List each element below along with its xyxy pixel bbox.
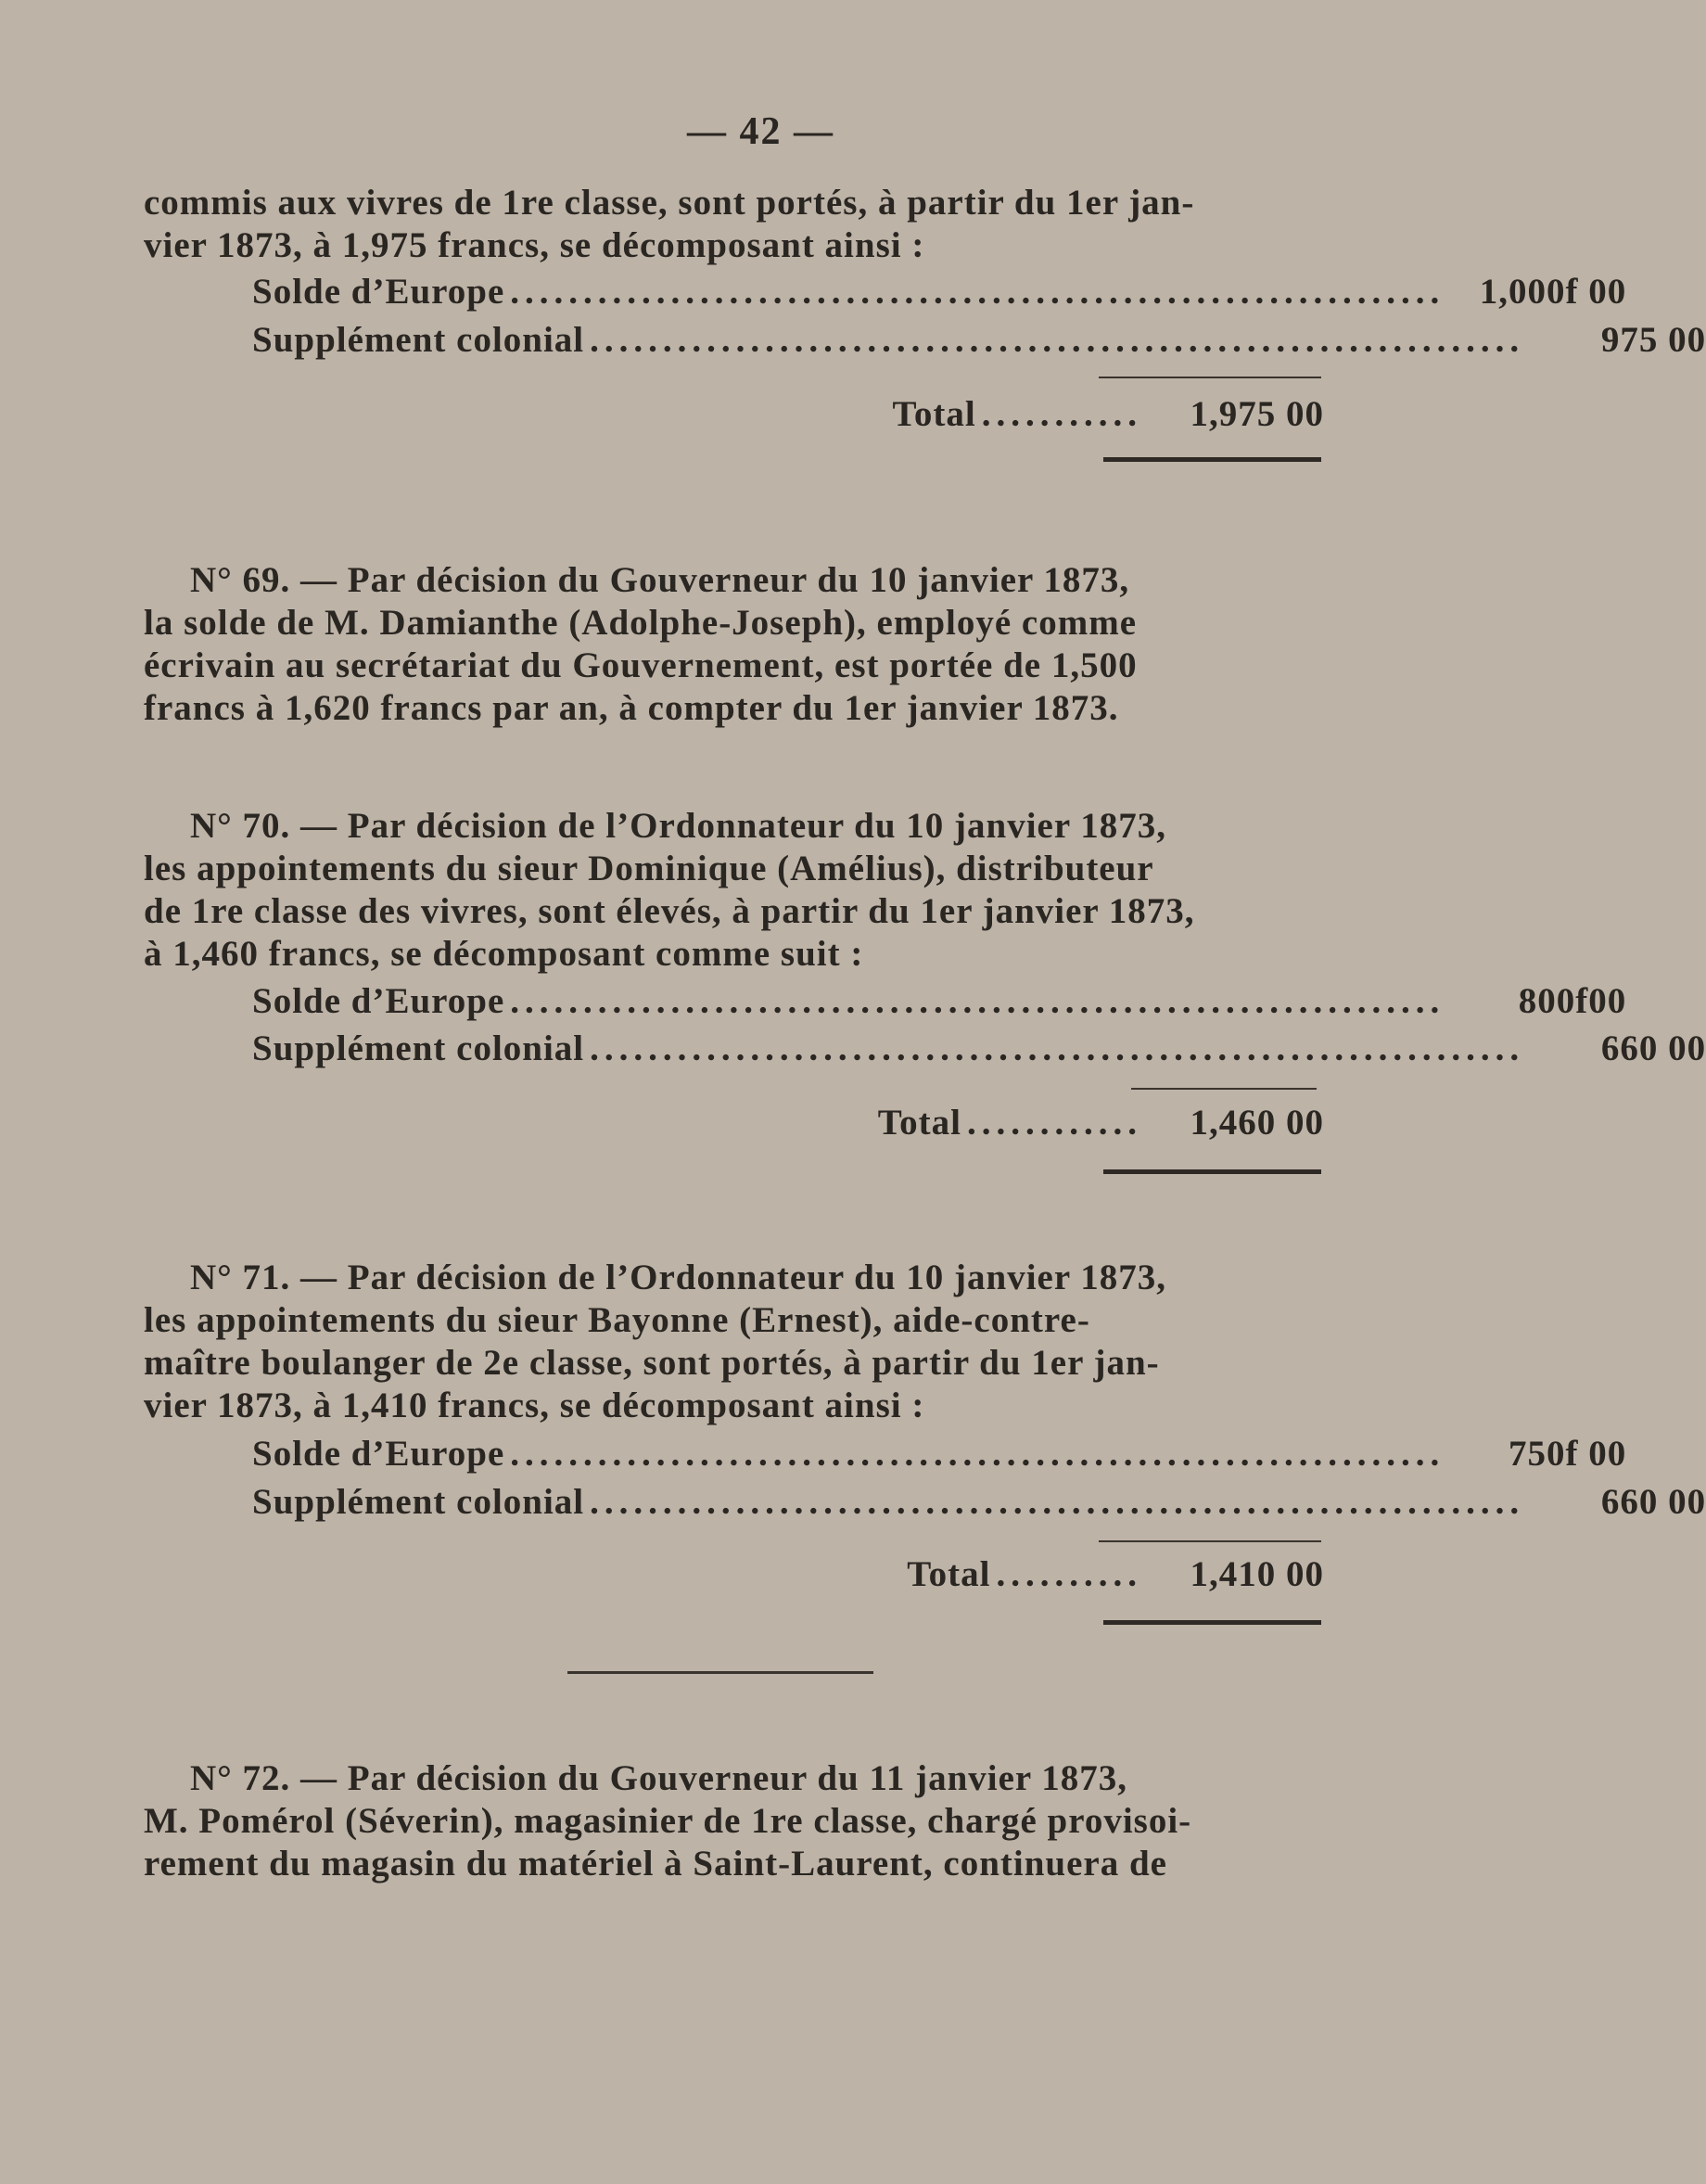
row-label: Supplément colonial xyxy=(252,1482,585,1522)
total-amount: 1,410 00 xyxy=(1190,1554,1324,1594)
pay-row-supplement xyxy=(252,319,1706,364)
text-line: à 1,460 francs, se décomposant comme suit : xyxy=(144,934,864,974)
row-label: Solde d’Europe xyxy=(252,981,505,1021)
page-number: — 42 — xyxy=(687,110,834,153)
paragraph-no-71 xyxy=(144,1257,1323,1427)
paragraph-no-69 xyxy=(144,559,1323,730)
dot-leader: ........... xyxy=(981,394,1142,434)
paragraph-continuation xyxy=(144,182,1323,267)
row-amount: 1,000f 00 xyxy=(1479,272,1627,312)
text-line: N° 70. — Par décision de l’Ordonnateur du 10 janvier 1873, xyxy=(190,806,1166,846)
pay-row-supplement xyxy=(252,1481,1706,1526)
text-line: les appointements du sieur Dominique (Amélius), distributeur xyxy=(144,849,1154,888)
pay-row-total xyxy=(252,1102,1324,1146)
row-amount: 660 00 xyxy=(1600,1482,1706,1522)
text-line: M. Pomérol (Séverin), magasinier de 1re classe, chargé provisoi- xyxy=(144,1801,1192,1841)
text-line: les appointements du sieur Bayonne (Ernest), aide-contre- xyxy=(144,1300,1090,1340)
row-amount: 800f00 xyxy=(1518,981,1627,1021)
row-amount: 975 00 xyxy=(1600,320,1706,360)
text-line: N° 71. — Par décision de l’Ordonnateur du 10 janvier 1873, xyxy=(190,1258,1166,1297)
sum-rule xyxy=(1099,1540,1321,1542)
pay-row-solde xyxy=(252,271,1627,315)
text-line: maître boulanger de 2e classe, sont portés, à partir du 1er jan- xyxy=(144,1343,1160,1383)
pay-row-solde xyxy=(252,1433,1627,1477)
dot-leader: .......... xyxy=(996,1554,1142,1594)
pay-row-supplement xyxy=(252,1028,1706,1072)
text-line: vier 1873, à 1,975 francs, se décomposant ainsi : xyxy=(144,225,925,265)
text-line: vier 1873, à 1,410 francs, se décomposant ainsi : xyxy=(144,1386,925,1425)
section-divider xyxy=(567,1671,873,1674)
text-line: N° 69. — Par décision du Gouverneur du 10 janvier 1873, xyxy=(190,560,1130,600)
dot-leader: ................................................................ xyxy=(510,1434,1445,1474)
pay-row-total xyxy=(252,393,1324,438)
dot-leader: ................................................................ xyxy=(590,1482,1525,1522)
paragraph-no-72 xyxy=(144,1757,1323,1885)
row-label: Solde d’Europe xyxy=(252,1434,505,1474)
total-amount: 1,460 00 xyxy=(1190,1103,1324,1143)
sum-rule xyxy=(1131,1088,1317,1090)
paragraph-no-70 xyxy=(144,805,1323,976)
text-line: francs à 1,620 francs par an, à compter du 1er janvier 1873. xyxy=(144,688,1119,728)
sum-rule xyxy=(1099,377,1321,378)
text-line: commis aux vivres de 1re classe, sont portés, à partir du 1er jan- xyxy=(144,183,1195,223)
text-line: N° 72. — Par décision du Gouverneur du 11 janvier 1873, xyxy=(190,1758,1128,1798)
dot-leader: ................................................................ xyxy=(510,272,1445,312)
text-line: la solde de M. Damianthe (Adolphe-Joseph), employé comme xyxy=(144,603,1138,643)
dot-leader: ............ xyxy=(967,1103,1142,1143)
total-label: Total xyxy=(877,1103,961,1143)
dot-leader: ................................................................ xyxy=(590,1028,1525,1068)
row-label: Supplément colonial xyxy=(252,1028,585,1068)
section-end-rule xyxy=(1103,1620,1321,1625)
dot-leader: ................................................................ xyxy=(510,981,1445,1021)
pay-row-solde xyxy=(252,980,1627,1025)
row-amount: 660 00 xyxy=(1600,1028,1706,1068)
total-label: Total xyxy=(892,394,976,434)
text-line: écrivain au secrétariat du Gouvernement, est portée de 1,500 xyxy=(144,645,1138,685)
text-line: de 1re classe des vivres, sont élevés, à partir du 1er janvier 1873, xyxy=(144,891,1195,931)
total-label: Total xyxy=(907,1554,991,1594)
dot-leader: ................................................................ xyxy=(590,320,1525,360)
row-amount: 750f 00 xyxy=(1509,1434,1627,1474)
row-label: Solde d’Europe xyxy=(252,272,505,312)
section-end-rule xyxy=(1103,457,1321,462)
row-label: Supplément colonial xyxy=(252,320,585,360)
total-amount: 1,975 00 xyxy=(1190,394,1324,434)
pay-row-total xyxy=(252,1553,1324,1598)
text-line: rement du magasin du matériel à Saint-Laurent, continuera de xyxy=(144,1844,1167,1884)
section-end-rule xyxy=(1103,1169,1321,1174)
